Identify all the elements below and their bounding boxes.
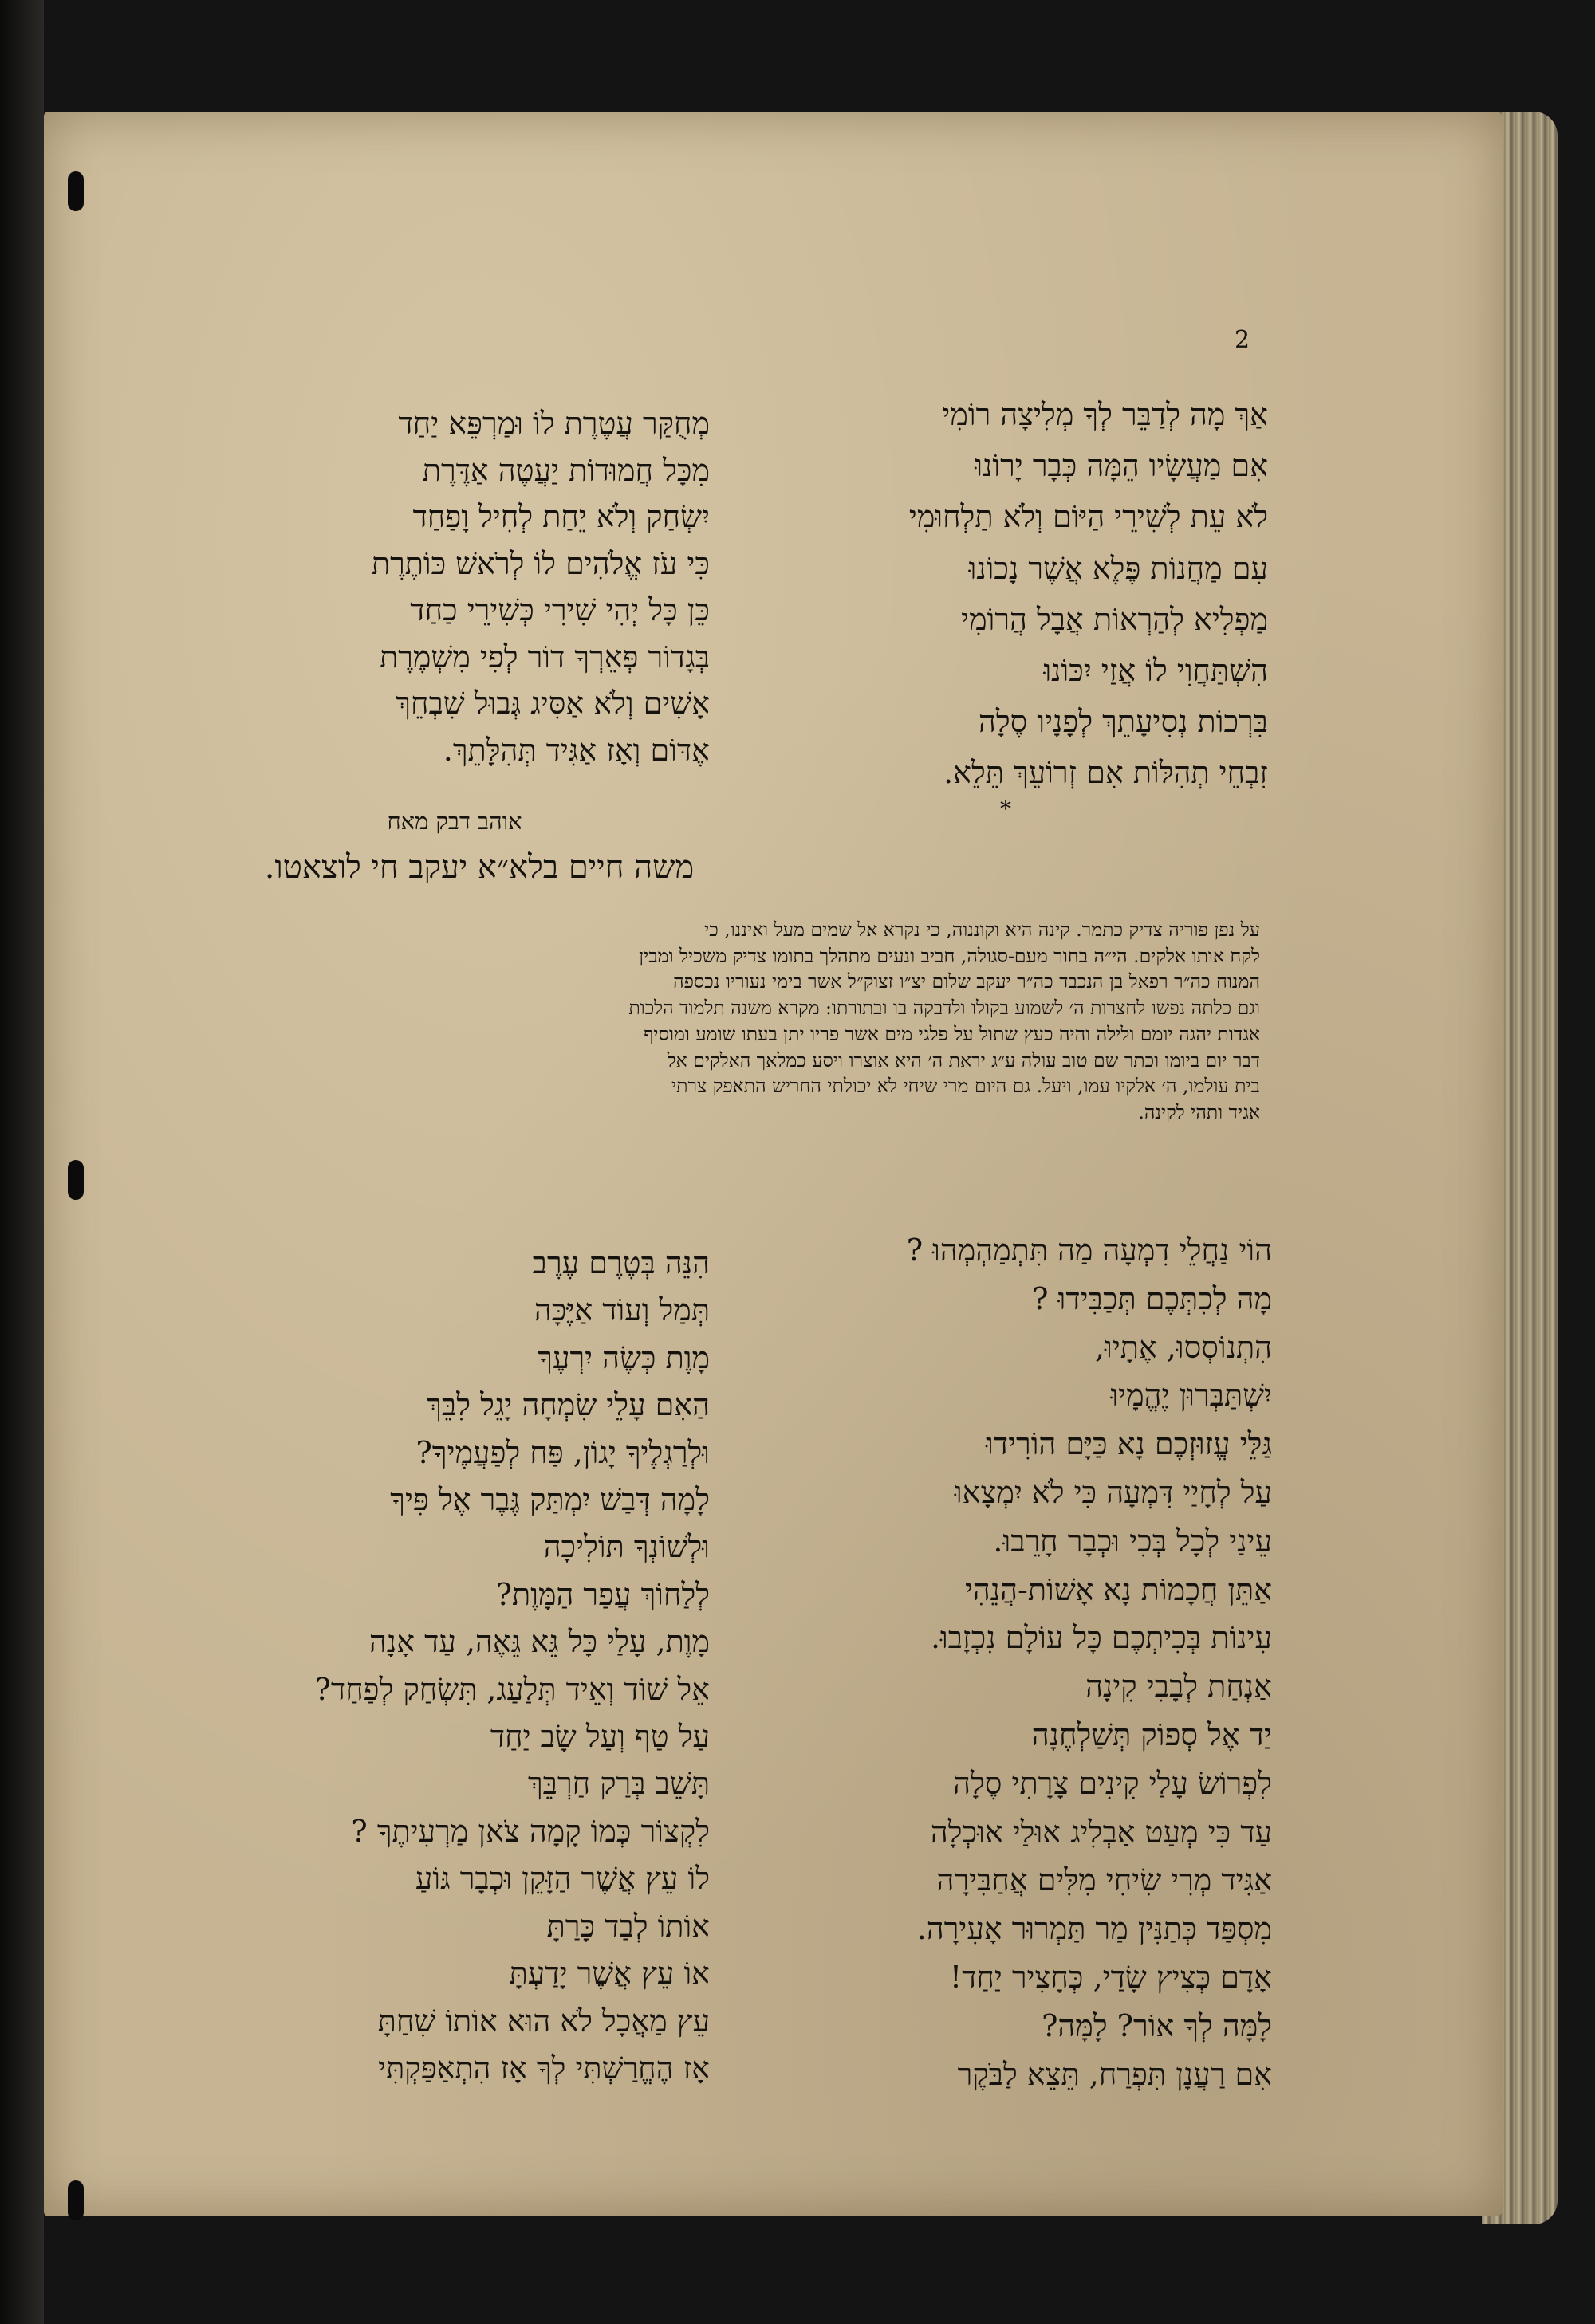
verse-line: יִשְׂחַק וְלֹא יֵחַת לְחִיל וָפַחַד [412, 499, 710, 534]
verse-line: הִשְׁתַּחֲוִי לוֹ אֲזַי יִכּוֹנוּ [1043, 653, 1268, 689]
prose-line: על נפן פוריה צדיק כתמר. קינה היא וקוננוה, כי נקרא אל שמים מעל ואיננו, כי [704, 918, 1260, 941]
verse-line: אוֹתוֹ לְבַד כָּרַתָּ [546, 1908, 710, 1944]
poem-stanza-left [207, 400, 710, 773]
verse-line: עַל טַף וְעַל שָׂב יַחַד [490, 1719, 710, 1755]
verse-line: לְלַחוֹךְ עֲפַר הַמָּוֶת? [495, 1576, 710, 1612]
verse-line: מִכָּל חֲמוּדוֹת יַעֲטֶה אַדֶּרֶת [422, 452, 710, 488]
verse-line: הִנֵּה בְּטֶרֶם עֶרֶב [532, 1245, 710, 1280]
verse-line: לִקְצוֹר כְּמוֹ קָמָה צֹאן מַרְעִיתֶךָ ? [351, 1813, 710, 1849]
verse-line: מְחֻקַּר עֲטֶרֶת לוֹ וּמַרְפֵּא יַחַד [398, 406, 710, 441]
verse-line: אֵל שׁוֹד וְאֵיד תְּלַעַג, תִּשְׂחַק לְפַחַד? [314, 1671, 710, 1707]
verse-line: יִשְׁתַּבְּרוּן יֶהֱמָיוּ [1110, 1378, 1272, 1414]
verse-line: אָז הֶחֱרַשְׁתִּי לְךָ אָז הִתְאַפַּקְתִּי [378, 2050, 710, 2086]
signature-epithet: אוהב דבק מאח [387, 808, 522, 835]
verse-line: עַד כִּי מְעַט אַבְלִיג אוּלַי אוּכְלָה [930, 1814, 1272, 1850]
book-binding [0, 0, 44, 2324]
verse-line: עֵץ מַאֲכָל לֹא הוּא אוֹתוֹ שִׁחַתָּ [377, 2003, 710, 2039]
verse-line: מָוֶת כְּשֶׂה יִרְעֶךָ [538, 1339, 710, 1375]
verse-line: אַתֵּן חֲכָמוֹת נָא אָשׁוֹת-הֲנֵהִי [964, 1571, 1272, 1607]
prose-line: בית עולמו, ה׳ אלקיו עמו, ויעל. גם היום מרי שיחי לא יכולתי החריש התאפק צרתי [671, 1075, 1260, 1098]
verse-line: כִּי עֹז אֱלֹהִים לוֹ לְרֹאשׁ כּוֹתֶרֶת [371, 545, 710, 581]
binding-hole [68, 171, 84, 211]
verse-line: אַךְ מָה לְדַבֵּר לְךָ מְלִיצָה רוֹמִי [942, 397, 1268, 432]
prose-line: דבר יום ביומו וכתר שם טוב עולה ע״ג יראת ה׳ היא אוצרו ויסע כמלאך האלקים אל [667, 1048, 1260, 1072]
lament-stanza-left [191, 1240, 710, 2092]
verse-line: לָמָּה לְךָ אוֹר? לָמָּה? [1042, 2007, 1272, 2043]
verse-line: עַל לְחָיַי דִּמְעָה כִּי לֹא יִמְצָאוּ [954, 1474, 1272, 1510]
verse-line: וּלְרַגְלֶיךָ יָגוֹן, פַּח לְפַעֲמֶיךָ? [415, 1434, 710, 1470]
verse-line: מִסְפַּד כְּתַנִּין מַר תַּמְרוּר אָעִירָה. [916, 1911, 1272, 1947]
verse-line: מַפְלִיא לְהַרְאוֹת אֲבָל הֲרוֹמִי [961, 601, 1268, 637]
verse-line: זִבְחֵי תְהִלּוֹת אִם זְרוֹעֵךְ תֵּלֵא. [943, 755, 1268, 791]
verse-line: הַאִם עָלֵי שִׂמְחָה יָגֵל לִבֵּךְ [427, 1387, 710, 1423]
signature-name: משה חיים בלא״א יעקב חי לוצאטו. [264, 849, 695, 886]
verse-line: כֵּן כָּל יְהִי שִׁירִי כְּשִׁירֵי כַחַד [410, 592, 710, 627]
verse-line: אִם מַעֲשָׂיו הֵמָּה כְּבָר יָרוֹנוּ [975, 448, 1268, 484]
verse-line: תְּמַל וְעוֹד אַיֶּכָּה [534, 1292, 710, 1328]
prose-paragraph [191, 917, 1260, 1126]
verse-line: עִם מַחֲנוֹת פֶּלֶא אֲשֶׁר נָכוֹנוּ [968, 550, 1268, 586]
verse-line: יַד אֶל סְפוֹק תְּשַׁלְחֶנָה [1031, 1716, 1272, 1752]
verse-line: אֶדּוֹם וְאָז אַגִּיד תְּהִלָּתֵךְ. [443, 732, 710, 768]
verse-line: לוֹ עֵץ אֲשֶׁר הַזָּקֵן וּכְבָר גּוֹעַ [415, 1861, 710, 1897]
verse-line: הוֹי נַחֲלֵי דִמְעָה מַה תִּתְמַהְמְהוּ ? [906, 1233, 1272, 1268]
verse-line: אִם רַעֲנָן תִּפְרַח, תֵּצֵא לַבֹּקֶר [957, 2056, 1272, 2092]
prose-line: וגם כלתה נפשו לחצרות ה׳ לשמוע בקולו ולדבקה בו ובתורתו: מקרא משנה תלמוד הלכות [628, 997, 1260, 1020]
verse-line: עֵינַי לְכָל בְּכִי וּכְבָר חָרֵבוּ. [993, 1523, 1272, 1559]
lament-stanza-right [762, 1226, 1272, 2098]
prose-line: אגיד ותהי לקינה. [1138, 1100, 1260, 1123]
prose-line: לקח אותו אלקים. הי״ה בחור מעם-סגולה, חביב ונעים מתהלך בתומו צדיק משכיל ומבין [639, 944, 1260, 967]
prose-line: המנוח כה״ר רפאל בן הנכבד כה״ר יעקב שלום יצ״ו זצוק״ל אשר בימי נעוריו נכספה [673, 970, 1260, 993]
verse-line: תָּשֵׁב בְּרַק חַרְבֵּךְ [528, 1766, 710, 1802]
verse-line: בִּרְכוֹת נְסִיעָתֵךְ לְפָנָיו סֶלָה [979, 704, 1268, 740]
prose-line: אגדות יהגה יומם ולילה והיה כעץ שתול על פלגי מים אשר פריו יתן בעתו שומע ומוסיף [644, 1022, 1260, 1045]
verse-line: לֹא עֵת לְשִׁירֵי הַיּוֹם וְלֹא תַלְחוּמִי [908, 499, 1268, 535]
verse-line: אָשִׁים וְלֹא אַסִּיג גְּבוּל שִׁבְחֵךְ [396, 686, 710, 721]
section-divider: * [1000, 796, 1011, 822]
verse-line: וּלְשׁוֹנְךָ תּוֹלִיכָה [543, 1529, 710, 1565]
page-number: 2 [1235, 326, 1250, 354]
verse-line: לָמָה דְּבַשׁ יִמְתַּק גֶּבֶר אֶל פִּיךָ [390, 1482, 710, 1518]
binding-hole [68, 2180, 84, 2220]
verse-line: בְּגָדוֹר פְּאֵרְךָ דוֹר לְפִי מִשְׁמֶרֶת [380, 639, 710, 674]
verse-line: אוֹ עֵץ אֲשֶׁר יָדַעְתָּ [509, 1956, 710, 1992]
verse-line: עִינוֹת בְּכִיתְכֶם כָּל עוֹלָם נִכְזָבוּ. [930, 1620, 1272, 1656]
verse-line: אָדָם כְּצִיץ שָׂדַי, כְּחָצִיר יַחַד! [949, 1959, 1272, 1995]
verse-line: אַנְחַת לְבָבִי קִינָה [1085, 1669, 1272, 1705]
verse-line: מָוֶת, עָלַי כָּל גֵּא גֵּאֶה, עַד אָנָה [369, 1624, 710, 1660]
binding-hole [68, 1160, 84, 1200]
verse-line: לִפְרוֹשׂ עָלַי קִינִים צָרָתִי סֶלָה [953, 1765, 1272, 1801]
verse-line: הִתְנוֹסְסוּ, אֶתָיוּ, [1095, 1329, 1272, 1365]
verse-line: אַגִּיד מְרִי שִׂיחִי מִלִּים אֲחַבִּירָה [936, 1862, 1272, 1898]
verse-line: גַּלֵּי עֱזוּזְכֶם נָא כַּיָּם הוֹרִידוּ [986, 1426, 1272, 1462]
verse-line: מָה לְכִתְּכֶם תְּכַבִּידוּ ? [1032, 1280, 1272, 1316]
poem-stanza-right [766, 389, 1268, 799]
